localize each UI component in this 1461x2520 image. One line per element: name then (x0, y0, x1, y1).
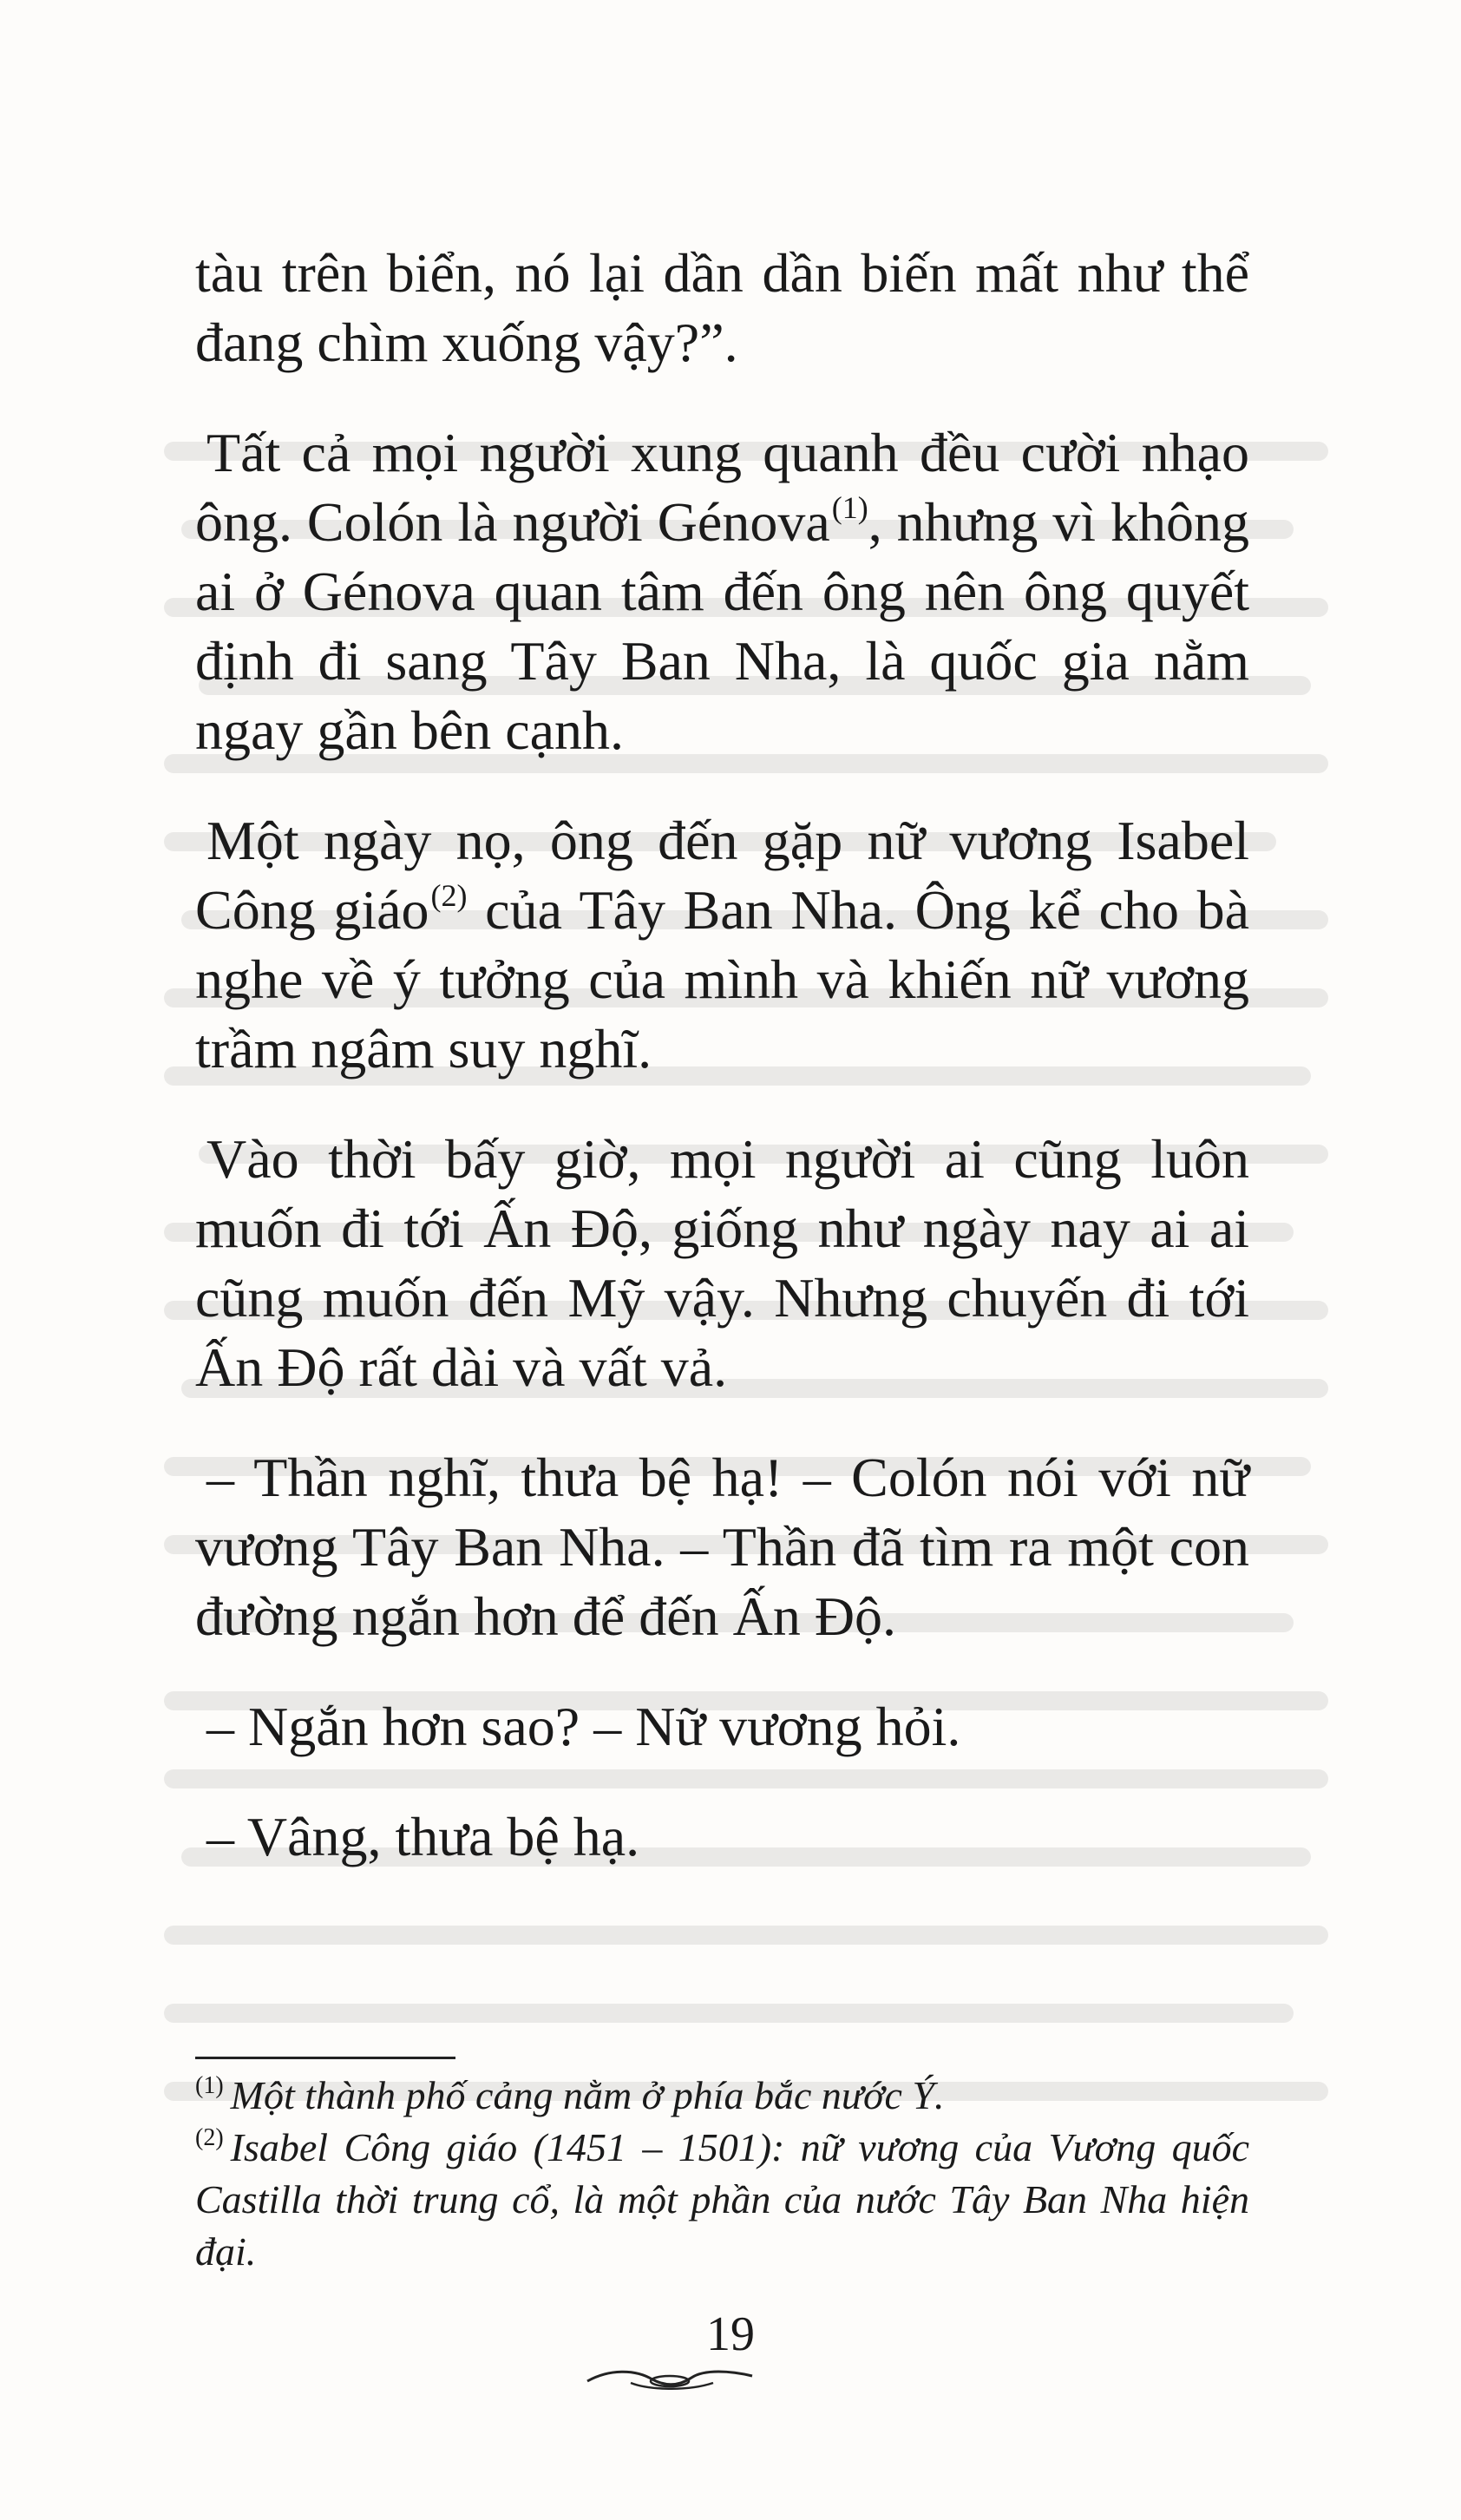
dialogue-line (195, 1802, 1249, 1872)
paragraph (195, 1125, 1249, 1402)
footnote-mark: (1) (195, 2072, 224, 2099)
footnote-ref-1: (1) (831, 490, 868, 525)
paragraph-text: , nhưng vì không ai ở Génova quan tâm đến ông nên ông quyết định đi sang Tây Ban Nha, là quốc gia nằm ngay gần bên cạnh. (195, 491, 1250, 761)
footnote-mark: (2) (195, 2124, 224, 2151)
paragraph-text: Vào thời bấy giờ, mọi người ai cũng luôn muốn đi tới Ấn Độ, giống như ngày nay ai ai cũng muốn đến Mỹ vậy. Nhưng chuyến đi tới Ấn Độ rất dài và vất vả. (195, 1128, 1249, 1398)
body-text (195, 239, 1249, 1913)
paragraph (195, 239, 1249, 377)
paragraph-text: Một ngày nọ, ông đến gặp nữ vương Isabel Công giáo (195, 810, 1249, 941)
paragraph-text: – Thần nghĩ, thưa bệ hạ! – Colón nói với nữ vương Tây Ban Nha. – Thần đã tìm ra một con đường ngắn hơn để đến Ấn Độ. (195, 1447, 1249, 1647)
paragraph (195, 806, 1249, 1084)
paragraph (195, 418, 1249, 765)
ornament-flourish-icon (583, 2360, 757, 2395)
paragraph-text: Tất cả mọi người xung quanh đều cười nhạo ông. Colón là người Génova (195, 422, 1249, 553)
footnotes (195, 2070, 1249, 2278)
footnote-2 (195, 2122, 1249, 2278)
footnote-ref-2: (2) (430, 878, 468, 913)
footnote-1 (195, 2070, 1249, 2122)
footnote-divider (195, 2057, 455, 2059)
footnote-text: Isabel Công giáo (1451 – 1501): nữ vương của Vương quốc Castilla thời trung cổ, là một phần của nước Tây Ban Nha hiện đại. (195, 2125, 1249, 2274)
dialogue-line (195, 1692, 1249, 1762)
paragraph-text: của Tây Ban Nha. Ông kể cho bà nghe về ý tưởng của mình và khiến nữ vương trầm ngâm suy nghĩ. (195, 879, 1250, 1080)
paragraph-text: – Vâng, thưa bệ hạ. (206, 1806, 640, 1867)
dialogue-line (195, 1443, 1249, 1651)
paragraph-text: tàu trên biển, nó lại dần dần biến mất như thể đang chìm xuống vậy?”. (195, 242, 1249, 373)
page-number: 19 (706, 2307, 755, 2361)
paragraph-text: – Ngắn hơn sao? – Nữ vương hỏi. (206, 1696, 961, 1757)
footnote-text: Một thành phố cảng nằm ở phía bắc nước Ý. (230, 2073, 945, 2117)
